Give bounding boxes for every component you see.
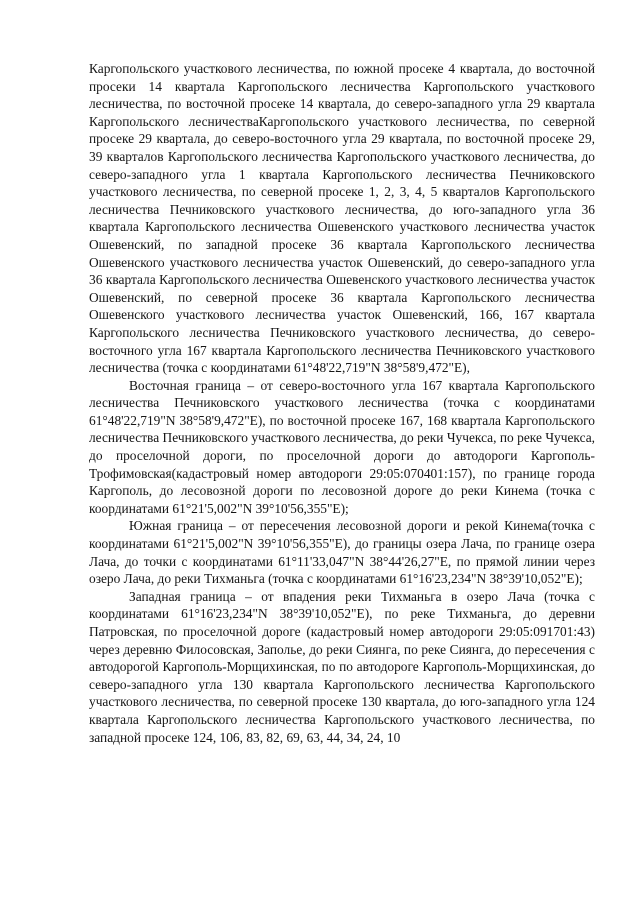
paragraph-south-boundary: Южная граница – от пересечения лесовозной дороги и рекой Кинема(точка с координатами 61°21'5,002"N 39°10'56,355"E), до границы озера Лача, по границе озера Лача, до точки с координатами 61°11'33,047"N 38°44'26,27"E, по прямой линии через озеро Лача, до реки Тихманьга (точка с координатами 61°16'23,234"N 38°39'10,052"E); [89, 518, 595, 587]
document-body [89, 60, 595, 746]
paragraph-east-boundary: Восточная граница – от северо-восточного угла 167 квартала Каргопольского лесничества Печниковского участкового лесничества (точка с координатами 61°48'22,719"N 38°58'9,472"E), по восточной просеке 167, 168 квартала Каргопольского лесничества Печниковского участкового лесничества, до реки Чучекса, по реке Чучекса, до проселочной дороги, по проселочной дороги до автодороги Каргополь-Трофимовская(кадастровый номер автодороги 29:05:070401:157), по границе города Каргополь, до лесовозной дороги по лесовозной дороге до реки Кинема (точка с координатами 61°21'5,002"N 39°10'56,355"E); [89, 377, 595, 516]
paragraph-west-boundary: Западная граница – от впадения реки Тихманьга в озеро Лача (точка с координатами 61°16'23,234"N 38°39'10,052"E), по реке Тихманьга, до деревни Патровская, по проселочной дороге (кадастровый номер автодороги 29:05:091701:43) через деревню Филосовская, Заполье, до реки Сиянга, по реке Сиянга, до пересечения с автодорогой Каргополь-Морщихинская, по по автодороге Каргополь-Морщихинская, до северо-западного угла 130 квартала Каргопольского лесничества Каргопольского участкового лесничества, по северной просеке 130 квартала, до юго-западного угла 124 квартала Каргопольского лесничества Каргопольского участкового лесничества, по западной просеке 124, 106, 83, 82, 69, 63, 44, 34, 24, 10 [89, 588, 595, 745]
paragraph-continuation: Каргопольского участкового лесничества, по южной просеке 4 квартала, до восточной просеки 14 квартала Каргопольского лесничества Каргопольского участкового лесничества, по восточной просеке 14 квартала, до северо-западного угла 29 квартала Каргопольского лесничестваКаргопольского участкового лесничества, по северной просеке 29 квартала, до северо-восточного угла 29 квартала, по восточной просеке 29, 39 кварталов Каргопольского лесничества Каргопольского участкового лесничества, до северо-западного угла 1 квартала Каргопольского лесничества Печниковского участкового лесничества, по северной просеке 1, 2, 3, 4, 5 кварталов Каргопольского лесничества Печниковского участкового лесничества, до юго-западного угла 36 квартала Каргопольского лесничества Ошевенского участкового лесничества участок Ошевенский, по западной просеке 36 квартала Каргопольского лесничества Ошевенского участкового лесничества участок Ошевенский, до северо-западного угла 36 квартала Каргопольского лесничества Ошевенского участкового лесничества участок Ошевенский, по северной просеке 36 квартала Каргопольского лесничества Ошевенского участкового лесничества участок Ошевенский, 166, 167 квартала Каргопольского лесничества Печниковского участкового лесничества, до северо-восточного угла 167 квартала Каргопольского лесничества Печниковского участкового лесничества (точка с координатами 61°48'22,719"N 38°58'9,472"E), [89, 61, 595, 376]
